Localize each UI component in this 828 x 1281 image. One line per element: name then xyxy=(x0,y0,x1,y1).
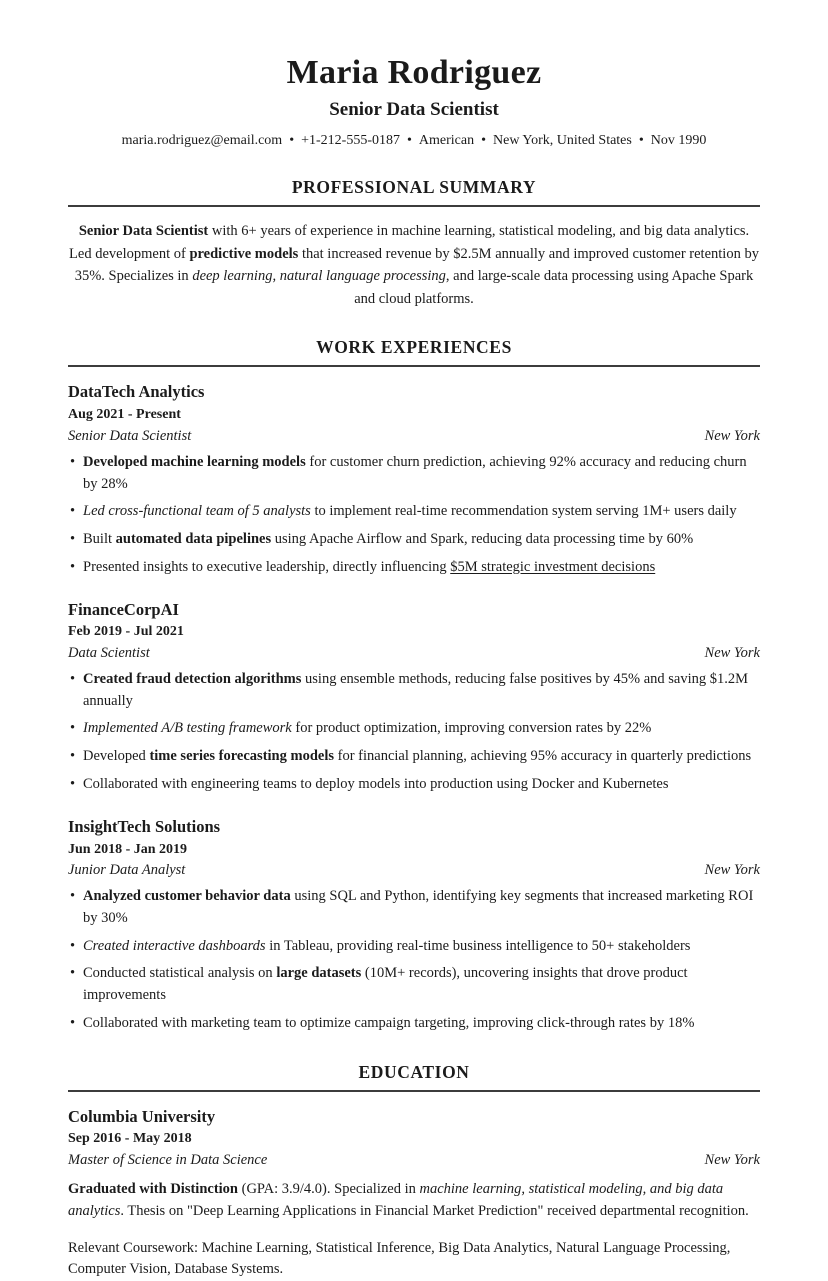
job-role: Senior Data Scientist xyxy=(68,427,192,444)
education-heading: EDUCATION xyxy=(68,1062,760,1092)
bullet-item xyxy=(68,669,760,713)
text-segment: machine learning, statistical modeling, and big data analytics xyxy=(68,1181,724,1219)
text-segment: that increased revenue by $2.5M annually and improved customer retention by 35%. Specializes in xyxy=(74,245,759,285)
job-dates: Feb 2019 - Jul 2021 xyxy=(68,624,184,640)
job-bullets xyxy=(68,452,760,579)
bullet-item xyxy=(68,557,760,579)
summary-section xyxy=(68,177,760,310)
degree-row xyxy=(68,1151,760,1170)
text-segment: for customer churn prediction, achieving 92% accuracy and reducing churn by 28% xyxy=(83,453,747,492)
text-segment: Relevant Coursework: Machine Learning, Statistical Inference, Big Data Analytics, Natural Language Processing, Computer Vision, Database Systems. xyxy=(68,1239,731,1278)
text-segment: with 6+ years of experience in machine learning, statistical modeling, and big data analytics. Led development of xyxy=(69,223,750,262)
text-segment: Collaborated with marketing team to optimize campaign targeting, improving click-through rates by 18% xyxy=(83,1014,695,1031)
bullet-item xyxy=(68,936,760,958)
text-segment: time series forecasting models xyxy=(149,748,334,765)
work-section xyxy=(68,337,760,1034)
text-segment: Graduated with Distinction xyxy=(68,1181,238,1198)
education-coursework xyxy=(68,1238,760,1281)
contact-line xyxy=(68,132,760,150)
contact-item: New York, United States xyxy=(493,133,632,149)
company-name: DataTech Analytics xyxy=(68,382,205,402)
text-segment: using SQL and Python, identifying key segments that increased marketing ROI by 30% xyxy=(83,888,754,926)
education-details xyxy=(68,1179,760,1223)
candidate-job-title: Senior Data Scientist xyxy=(329,99,499,121)
work-heading: WORK EXPERIENCES xyxy=(68,337,760,367)
text-segment: Built xyxy=(83,531,116,548)
text-segment: Developed machine learning models xyxy=(83,453,306,470)
text-segment: Collaborated with engineering teams to deploy models into production using Docker and Kubernetes xyxy=(83,775,669,792)
text-segment: to implement real-time recommendation system serving 1M+ users daily xyxy=(310,503,737,520)
job-location: New York xyxy=(704,862,760,879)
company-name: InsightTech Solutions xyxy=(68,816,221,836)
contact-separator: • xyxy=(481,133,487,149)
bullet-item xyxy=(68,452,760,496)
company-name: FinanceCorpAI xyxy=(68,599,179,619)
text-segment: $5M strategic investment decisions xyxy=(450,558,656,575)
text-segment: predictive models xyxy=(189,245,299,262)
text-segment: (GPA: 3.9/4.0). Specialized in xyxy=(238,1181,420,1198)
candidate-name: Maria Rodriguez xyxy=(286,54,542,91)
contact-separator: • xyxy=(638,133,644,149)
job-entry xyxy=(68,817,760,1035)
text-segment: Senior Data Scientist xyxy=(78,223,209,240)
job-dates: Jun 2018 - Jan 2019 xyxy=(68,841,188,857)
education-entry xyxy=(68,1107,760,1281)
role-row xyxy=(68,427,760,446)
text-segment: in Tableau, providing real-time business intelligence to 50+ stakeholders xyxy=(265,937,691,954)
bullet-item xyxy=(68,1013,760,1035)
bullet-item xyxy=(68,501,760,523)
job-bullets xyxy=(68,669,760,796)
text-segment: large datasets xyxy=(276,965,362,982)
bullet-item xyxy=(68,886,760,930)
contact-separator: • xyxy=(289,133,295,149)
contact-separator: • xyxy=(407,133,412,149)
text-segment: . Thesis on "Deep Learning Applications in Financial Market Prediction" received departmental recognition. xyxy=(120,1202,749,1219)
text-segment: Conducted statistical analysis on xyxy=(83,965,277,982)
text-segment: using Apache Airflow and Spark, reducing data processing time by 60% xyxy=(271,531,694,548)
text-segment: using ensemble methods, reducing false positives by 45% and saving $1.2M annually xyxy=(83,670,749,709)
text-segment: for product optimization, improving conversion rates by 22% xyxy=(291,720,652,737)
education-dates: Sep 2016 - May 2018 xyxy=(68,1131,192,1147)
education-section xyxy=(68,1062,760,1281)
summary-paragraph xyxy=(68,220,760,310)
jobs-list xyxy=(68,382,760,1034)
text-segment: automated data pipelines xyxy=(115,531,272,548)
bullet-item xyxy=(68,746,760,768)
education-location: New York xyxy=(704,1152,760,1169)
contact-item: American xyxy=(418,133,475,149)
contact-item: +1-212-555-0187 xyxy=(301,133,400,149)
job-entry xyxy=(68,600,760,796)
text-segment: Created interactive dashboards xyxy=(83,937,266,954)
bullet-item xyxy=(68,718,760,740)
text-segment: Analyzed customer behavior data xyxy=(83,888,291,905)
contact-item: maria.rodriguez@email.com xyxy=(121,133,283,149)
text-segment: Presented insights to executive leadership, directly influencing xyxy=(83,558,451,575)
job-role: Junior Data Analyst xyxy=(68,862,186,879)
text-segment: (10M+ records), uncovering insights that drove product improvements xyxy=(83,965,688,1004)
text-segment: for financial planning, achieving 95% accuracy in quarterly predictions xyxy=(334,748,752,765)
text-segment: Implemented A/B testing framework xyxy=(83,720,292,737)
bullet-item xyxy=(68,963,760,1007)
text-segment: deep learning, natural language processing xyxy=(192,268,446,285)
text-segment: , and large-scale data processing using Apache Spark and cloud platforms. xyxy=(354,268,754,307)
text-segment: Led cross-functional team of 5 analysts xyxy=(83,503,311,520)
bullet-item xyxy=(68,774,760,796)
resume-header xyxy=(68,54,760,150)
job-location: New York xyxy=(704,427,760,444)
contact-item: Nov 1990 xyxy=(650,133,707,149)
job-role: Data Scientist xyxy=(68,645,150,662)
school-name: Columbia University xyxy=(68,1106,216,1126)
job-entry xyxy=(68,382,760,578)
role-row xyxy=(68,644,760,663)
degree-name: Master of Science in Data Science xyxy=(68,1152,268,1169)
role-row xyxy=(68,861,760,880)
text-segment: Created fraud detection algorithms xyxy=(83,670,302,687)
text-segment: Developed xyxy=(83,748,150,765)
summary-heading: PROFESSIONAL SUMMARY xyxy=(68,177,760,207)
job-bullets xyxy=(68,886,760,1035)
bullet-item xyxy=(68,529,760,551)
job-location: New York xyxy=(704,645,760,662)
job-dates: Aug 2021 - Present xyxy=(68,407,181,423)
